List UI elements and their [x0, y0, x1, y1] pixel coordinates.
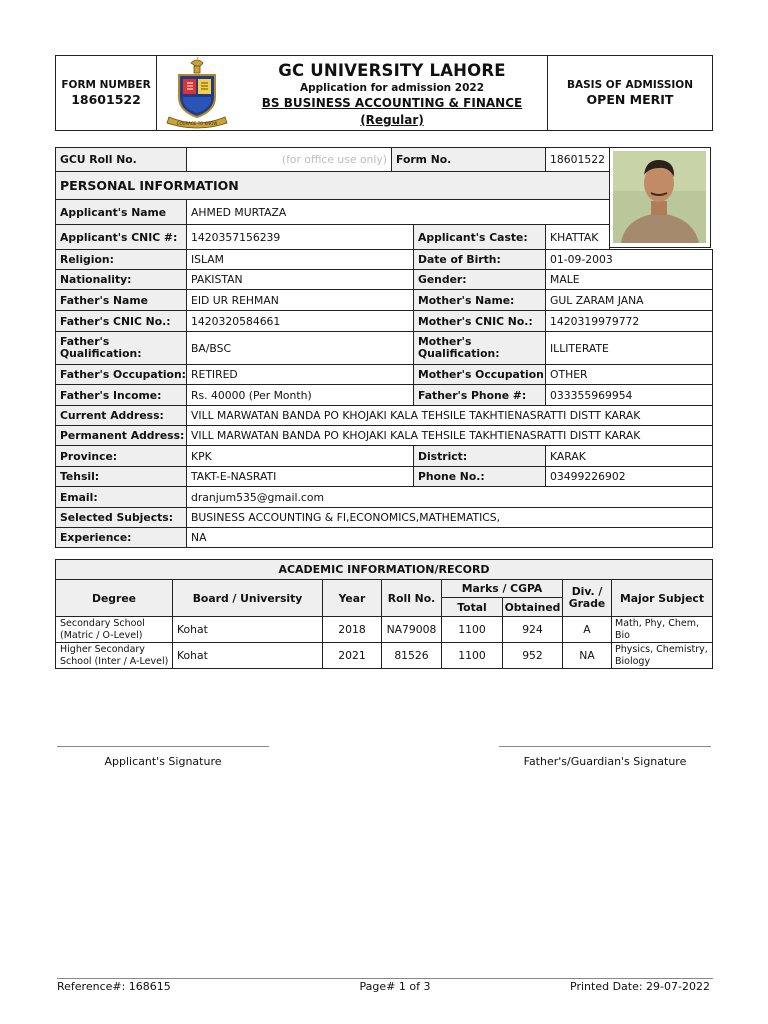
basis-box [548, 56, 712, 130]
email-value: dranjum535@gmail.com [186, 486, 713, 508]
program-type: (Regular) [360, 113, 424, 127]
table-cell-roll: NA79008 [381, 616, 442, 643]
mother-name-value: GUL ZARAM JANA [545, 289, 713, 311]
col-div-header: Div. / Grade [562, 579, 612, 617]
table-cell-board: Kohat [172, 642, 323, 669]
printed-date: Printed Date: 29-07-2022 [570, 980, 710, 993]
logo-ribbon-text: COURAGE TO KNOW [176, 121, 218, 126]
father-qualification-value: BA/BSC [186, 331, 414, 365]
col-degree-header: Degree [55, 579, 173, 617]
form-number-label: FORM NUMBER [61, 79, 151, 91]
applicant-caste-label: Applicant's Caste: [413, 224, 546, 250]
district-value: KARAK [545, 445, 713, 467]
province-value: KPK [186, 445, 414, 467]
gender-label: Gender: [413, 269, 546, 290]
nationality-value: PAKISTAN [186, 269, 414, 290]
title-box [237, 56, 548, 130]
table-cell-roll: 81526 [381, 642, 442, 669]
guardian-signature-label: Father's/Guardian's Signature [523, 755, 687, 768]
applicant-cnic-label: Applicant's CNIC #: [55, 224, 187, 250]
col-major-header: Major Subject [611, 579, 713, 617]
applicant-caste-value: KHATTAK [545, 224, 610, 250]
table-cell-total: 1100 [441, 616, 503, 643]
religion-label: Religion: [55, 249, 187, 270]
applicant-signature-line [57, 746, 269, 747]
basis-value: OPEN MERIT [586, 92, 674, 107]
col-marks-header: Marks / CGPA [441, 579, 563, 598]
university-logo [157, 56, 237, 130]
table-cell-obtained: 952 [502, 642, 563, 669]
table-cell-total: 1100 [441, 642, 503, 669]
father-occupation-value: RETIRED [186, 364, 414, 385]
col-year-header: Year [322, 579, 382, 617]
religion-value: ISLAM [186, 249, 414, 270]
col-board-header: Board / University [172, 579, 323, 617]
footer-divider [57, 978, 713, 979]
program-name: BS BUSINESS ACCOUNTING & FINANCE [261, 96, 523, 110]
nationality-label: Nationality: [55, 269, 187, 290]
col-roll-header: Roll No. [381, 579, 442, 617]
email-label: Email: [55, 486, 187, 508]
father-qualification-label: Father's Qualification: [55, 331, 187, 365]
applicant-name-value: AHMED MURTAZA [186, 199, 610, 225]
table-cell-div: A [562, 616, 612, 643]
province-label: Province: [55, 445, 187, 467]
col-total-header: Total [441, 597, 503, 617]
applicant-cnic-value: 1420357156239 [186, 224, 414, 250]
dob-label: Date of Birth: [413, 249, 546, 270]
gender-value: MALE [545, 269, 713, 290]
table-cell-major: Physics, Chemistry, Biology [611, 642, 713, 669]
mother-occupation-label: Mother's Occupation [413, 364, 546, 385]
district-label: District: [413, 445, 546, 467]
form-number-box [56, 56, 157, 130]
table-cell-degree: Higher Secondary School (Inter / A-Level) [55, 642, 173, 669]
current-address-value: VILL MARWATAN BANDA PO KHOJAKI KALA TEHSILE TAKHTIENASRATTI DISTT KARAK [186, 405, 713, 426]
dob-value: 01-09-2003 [545, 249, 713, 270]
phone-label: Phone No.: [413, 466, 546, 487]
experience-label: Experience: [55, 527, 187, 548]
mother-cnic-label: Mother's CNIC No.: [413, 310, 546, 332]
gcu-roll-field: (for office use only) [186, 147, 392, 172]
gcu-roll-label: GCU Roll No. [55, 147, 187, 172]
university-crest-icon [161, 57, 233, 129]
father-income-label: Father's Income: [55, 384, 187, 406]
father-phone-value: 033355969954 [545, 384, 713, 406]
phone-value: 03499226902 [545, 466, 713, 487]
mother-qualification-value: ILLITERATE [545, 331, 713, 365]
selected-subjects-value: BUSINESS ACCOUNTING & FI,ECONOMICS,MATHEMATICS, [186, 507, 713, 528]
academic-section-title: ACADEMIC INFORMATION/RECORD [55, 559, 713, 580]
form-header [55, 55, 713, 131]
table-cell-major: Math, Phy, Chem, Bio [611, 616, 713, 643]
mother-occupation-value: OTHER [545, 364, 713, 385]
form-number-value: 18601522 [71, 92, 141, 107]
application-title: Application for admission 2022 [299, 82, 485, 94]
university-name: GC UNIVERSITY LAHORE [278, 61, 506, 80]
applicant-signature-label: Applicant's Signature [104, 755, 222, 768]
guardian-signature-line [499, 746, 711, 747]
father-phone-label: Father's Phone #: [413, 384, 546, 406]
father-name-value: EID UR REHMAN [186, 289, 414, 311]
table-cell-div: NA [562, 642, 612, 669]
mother-name-label: Mother's Name: [413, 289, 546, 311]
table-cell-year: 2021 [322, 642, 382, 669]
father-income-value: Rs. 40000 (Per Month) [186, 384, 414, 406]
form-no-label: Form No. [391, 147, 546, 172]
mother-qualification-label: Mother's Qualification: [413, 331, 546, 365]
father-occupation-label: Father's Occupation: [55, 364, 187, 385]
form-no-value: 18601522 [545, 147, 610, 172]
reference-number: Reference#: 168615 [57, 980, 171, 993]
current-address-label: Current Address: [55, 405, 187, 426]
table-cell-board: Kohat [172, 616, 323, 643]
experience-value: NA [186, 527, 713, 548]
tehsil-value: TAKT-E-NASRATI [186, 466, 414, 487]
father-cnic-value: 1420320584661 [186, 310, 414, 332]
father-name-label: Father's Name [55, 289, 187, 311]
col-obtained-header: Obtained [502, 597, 563, 617]
applicant-photo [609, 147, 711, 248]
father-cnic-label: Father's CNIC No.: [55, 310, 187, 332]
mother-cnic-value: 1420319979772 [545, 310, 713, 332]
section-personal-info: PERSONAL INFORMATION [55, 171, 610, 200]
table-cell-obtained: 924 [502, 616, 563, 643]
page-number: Page# 1 of 3 [359, 980, 431, 993]
permanent-address-label: Permanent Address: [55, 425, 187, 446]
tehsil-label: Tehsil: [55, 466, 187, 487]
permanent-address-value: VILL MARWATAN BANDA PO KHOJAKI KALA TEHSILE TAKHTIENASRATTI DISTT KARAK [186, 425, 713, 446]
applicant-photo-image [613, 151, 706, 243]
table-cell-degree: Secondary School (Matric / O-Level) [55, 616, 173, 643]
table-cell-year: 2018 [322, 616, 382, 643]
applicant-name-label: Applicant's Name [55, 199, 187, 225]
selected-subjects-label: Selected Subjects: [55, 507, 187, 528]
basis-label: BASIS OF ADMISSION [566, 79, 694, 91]
